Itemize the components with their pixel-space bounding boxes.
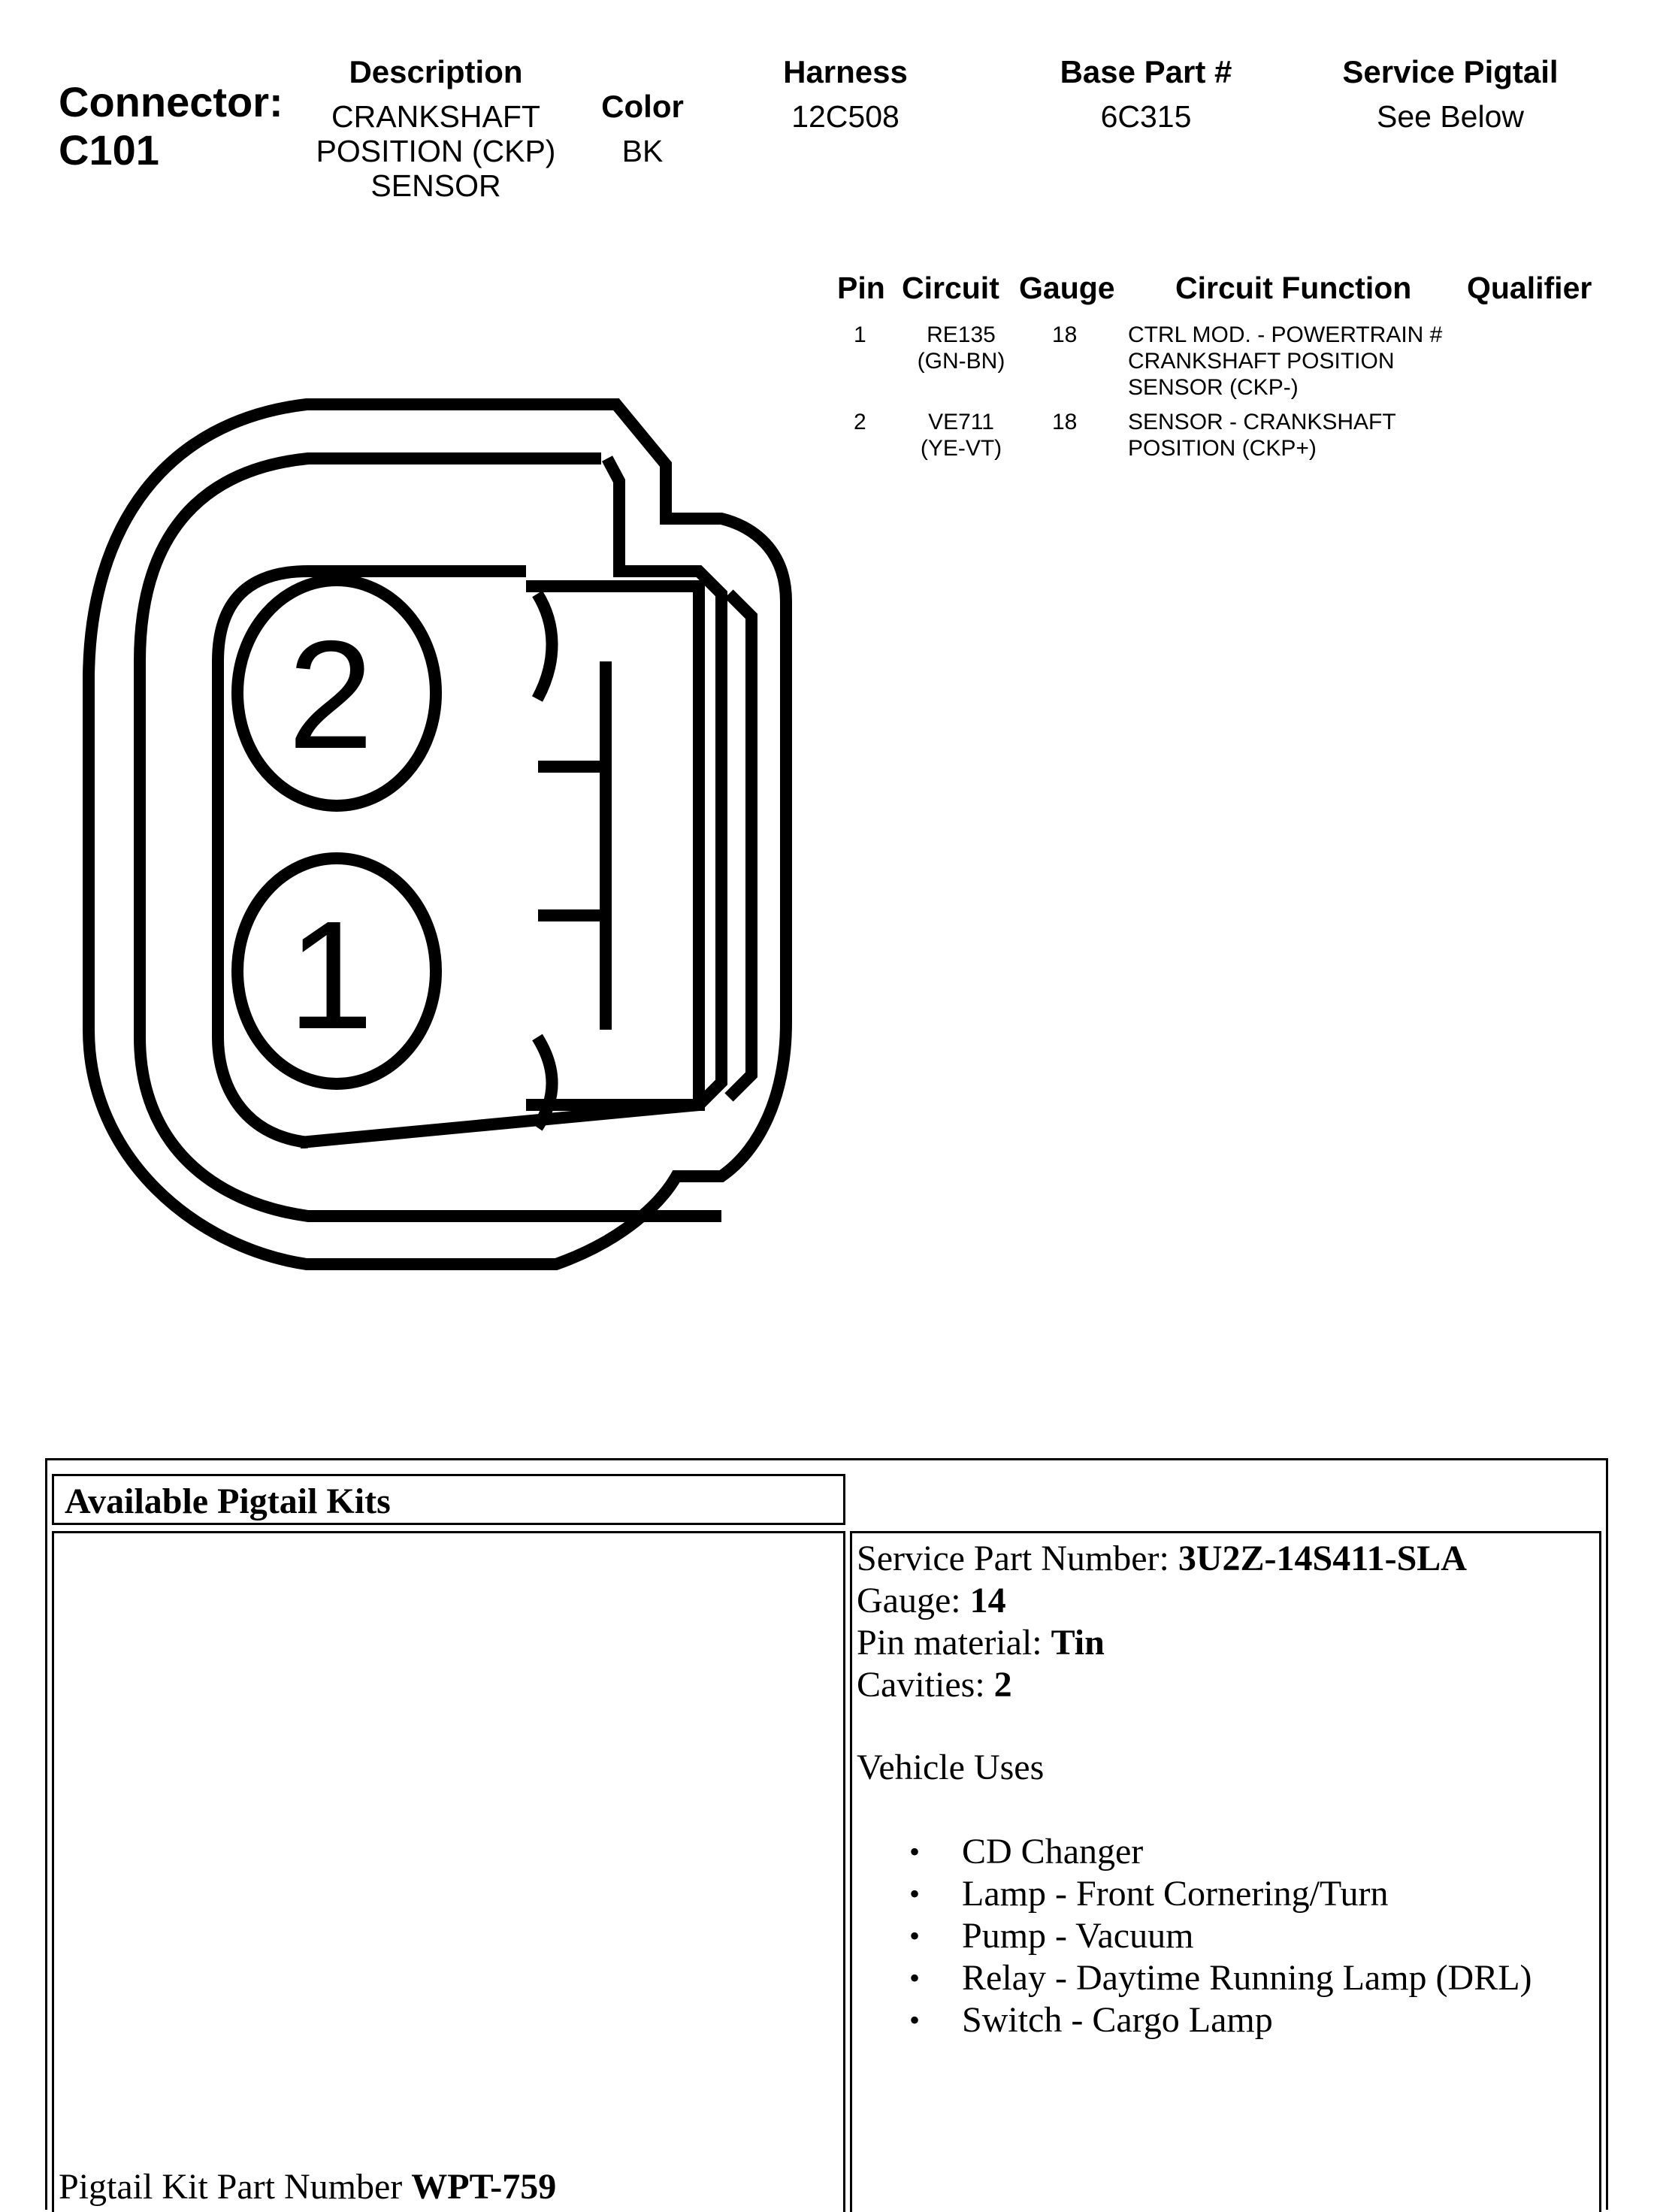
harness-header: Harness [783, 54, 908, 89]
spec-line [857, 1664, 1532, 1706]
circuit-color: (GN-BN) [917, 349, 1005, 374]
circuit-column-header: Circuit [902, 271, 999, 305]
spec-line [857, 1538, 1532, 1580]
base-part-header: Base Part # [1060, 54, 1232, 89]
vehicle-uses-label: Vehicle Uses [857, 1748, 1045, 1787]
description-line: POSITION (CKP) [316, 134, 556, 168]
kit-part-number [59, 2166, 556, 2207]
circuit-id: RE135 [927, 322, 996, 347]
connector-face-diagram [0, 0, 842, 1323]
description-line: CRANKSHAFT [331, 99, 540, 134]
gauge-cell: 18 [1052, 410, 1078, 434]
circuit-color: (YE-VT) [920, 436, 1002, 461]
circuit-cell [902, 322, 1021, 374]
kit-label: Pigtail Kit Part Number [59, 2167, 403, 2207]
qualifier-column-header: Qualifier [1467, 271, 1592, 305]
list-item: • Lamp - Front Cornering/Turn [909, 1873, 1532, 1915]
spec-label: Cavities: [857, 1665, 994, 1705]
spec-label: Gauge: [857, 1581, 970, 1620]
latch-side-rail [729, 594, 751, 1097]
spec-label: Pin material: [857, 1623, 1051, 1663]
pigtail-kit-table [45, 1458, 1608, 2210]
function-line: SENSOR - CRANKSHAFT [1128, 410, 1396, 434]
base-part-value: 6C315 [1100, 99, 1192, 134]
color-value: BK [621, 134, 664, 168]
pin-number: 2 [854, 410, 866, 434]
pin-number: 1 [854, 322, 866, 347]
pin-material-value: Tin [1051, 1623, 1105, 1663]
spec-line [857, 1580, 1532, 1622]
kit-details-cell [850, 1531, 1601, 2212]
function-cell [1128, 409, 1396, 461]
circuit-cell [902, 409, 1021, 461]
description-header: Description [349, 54, 523, 89]
function-cell [1128, 322, 1442, 401]
gauge-value: 14 [969, 1581, 1006, 1620]
kit-spec [857, 1538, 1532, 2041]
spec-line [857, 1622, 1532, 1664]
connector-id: C101 [59, 126, 159, 174]
gauge-cell: 18 [1052, 322, 1078, 347]
list-item: • CD Changer [909, 1831, 1532, 1873]
cavity-label-2: 2 [287, 609, 374, 781]
function-line: SENSOR (CKP-) [1128, 375, 1299, 400]
service-part-number: 3U2Z-14S411-SLA [1178, 1539, 1467, 1578]
spec-label: Service Part Number: [857, 1539, 1178, 1578]
pin-column-header: Pin [837, 271, 885, 305]
kit-number: WPT-759 [411, 2167, 557, 2207]
kit-image-cell [52, 1531, 845, 2212]
service-pigtail-header: Service Pigtail [1342, 54, 1559, 89]
gauge-column-header: Gauge [1019, 271, 1115, 305]
list-item: • Relay - Daytime Running Lamp (DRL) [909, 1957, 1532, 1999]
vehicle-uses-list [909, 1831, 1532, 2041]
service-pigtail-value: See Below [1376, 99, 1524, 134]
list-item: • Pump - Vacuum [909, 1915, 1532, 1957]
function-column-header: Circuit Function [1175, 271, 1412, 305]
cavities-value: 2 [993, 1665, 1012, 1705]
harness-value: 12C508 [791, 99, 900, 134]
latch-bracket [537, 594, 552, 1127]
circuit-id: VE711 [928, 410, 994, 434]
function-line: POSITION (CKP+) [1128, 436, 1317, 461]
color-header: Color [601, 89, 684, 124]
kit-title: Available Pigtail Kits [65, 1481, 391, 1521]
cavity-label-1: 1 [287, 889, 374, 1061]
function-line: CRANKSHAFT POSITION [1128, 349, 1395, 374]
kit-title-cell [52, 1474, 845, 1525]
connector-label: Connector: [59, 78, 283, 126]
function-line: CTRL MOD. - POWERTRAIN # [1128, 322, 1443, 347]
list-item: • Switch - Cargo Lamp [909, 1999, 1532, 2041]
description-line: SENSOR [370, 168, 501, 203]
